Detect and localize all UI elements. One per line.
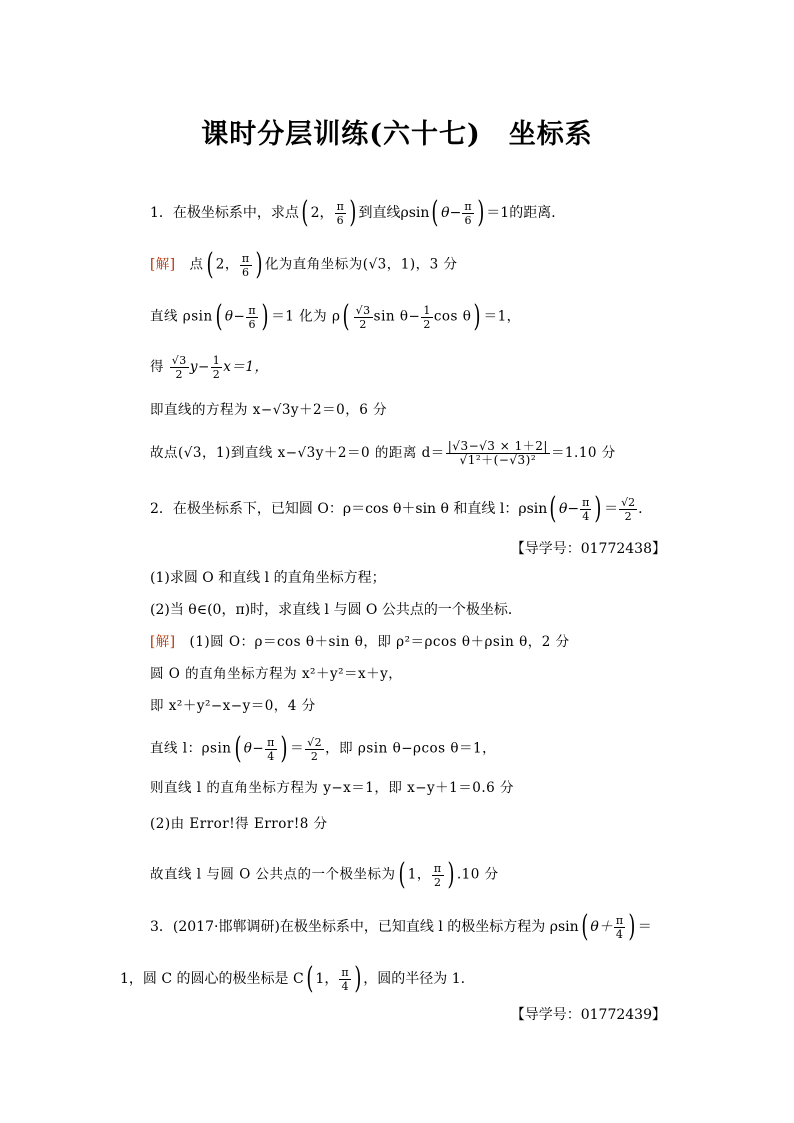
q3-l2b: 1，	[315, 971, 339, 987]
solution-2-line-2: 圆 O 的直角坐标方程为 x²＋y²＝x＋y，	[150, 666, 403, 682]
sol2-l7c: .10 分	[456, 866, 499, 883]
fraction: $\frac{1}{2}$	[212, 354, 221, 381]
fraction: $\frac{√3}{2}$	[171, 354, 187, 381]
fraction: $\frac{|√3-√3 \times 1+2|}{\text{√1²＋(−√3)²}}$	[447, 439, 548, 467]
sol1-text-b: 化为直角坐标为(√3，1)，3 分	[264, 256, 458, 273]
question-2-part-1: (1)求圆 O 和直线 l 的直角坐标方程；	[150, 570, 386, 586]
solution-1-line-1: [解] 点( 2， $\frac{\pi}{6}$ ) 化为直角坐标为(√3，1)，3 分	[150, 247, 458, 282]
question-2: 2．在极坐标系下，已知圆 O：ρ＝cos θ＋sin θ 和直线 l：ρsin( θ− $\frac{\pi}{4}$ ) ＝ $\frac{√2}{2}$ .	[150, 491, 643, 526]
sol1-l3b: y−	[189, 359, 210, 375]
sol1-point: 2，	[215, 256, 239, 273]
fraction: $\frac{\pi}{6}$	[241, 251, 250, 279]
fraction: $\frac{\pi}{4}$	[582, 495, 590, 523]
sol2-l1: (1)圆 O：ρ＝cos θ＋sin θ，即 ρ²＝ρcos θ＋ρsin θ，2 分	[175, 634, 570, 650]
fraction: $\frac{√2}{2}$	[621, 495, 636, 523]
sol2-l4b: ，即 ρsin θ−ρcos θ＝1，	[325, 740, 497, 757]
solution-2-line-5: 则直线 l 的直角坐标方程为 y−x＝1，即 x−y＋1＝0.6 分	[150, 780, 515, 796]
question-3-line-1: 3．(2017·邯郸调研)在极坐标系中，已知直线 l 的极坐标方程为 ρsin( θ＋ $\frac{\pi}{4}$ ) ＝	[150, 909, 652, 944]
sol1-l2d: cos θ	[433, 308, 472, 325]
q1-text-c: ＝1的距离．	[486, 205, 566, 221]
sol1-l2e: ＝1，	[483, 308, 521, 325]
solution-label: [解]	[150, 256, 176, 273]
sol2-l7a: 故直线 l 与圆 O 公共点的一个极坐标为	[150, 866, 396, 883]
sol2-l7b: 1，	[407, 866, 431, 883]
sol1-l5b: ＝1.10 分	[550, 445, 616, 461]
solution-2-line-4: 直线 l：ρsin( θ− $\frac{\pi}{4}$ ) ＝ $\frac{√2}{2}$ ，即 ρsin θ−ρcos θ＝1，	[150, 731, 497, 766]
q1-text: 1．在极坐标系中，求点	[150, 205, 299, 221]
fraction: $\frac{\pi}{2}$	[433, 861, 442, 889]
fraction: $\frac{\pi}{4}$	[615, 913, 624, 941]
q3-text: 3．(2017·邯郸调研)在极坐标系中，已知直线 l 的极坐标方程为 ρsin	[150, 919, 579, 935]
page-title: 课时分层训练(六十七) 坐标系	[201, 119, 593, 150]
q3-l2c: ，圆的半径为 1.	[363, 971, 466, 987]
solution-1-line-5	[150, 440, 616, 467]
theta: θ−	[558, 501, 580, 517]
sol1-l3a: 得	[150, 359, 164, 375]
theta: θ＋	[590, 919, 613, 935]
solution-1-line-3	[150, 354, 268, 381]
fraction: $\frac{\pi}{4}$	[341, 965, 349, 993]
fraction: $\frac{\pi}{6}$	[464, 199, 472, 227]
fraction: $\frac{\pi}{6}$	[336, 199, 344, 227]
question-1: 1．在极坐标系中，求点( 2， $\frac{\pi}{6}$ ) 到直线ρsin( θ− $\frac{\pi}{6}$ ) ＝1的距离．	[150, 195, 566, 230]
solution-1-line-4	[150, 398, 387, 422]
fraction: $\frac{1}{2}$	[423, 303, 431, 331]
sol1-text: 点	[175, 256, 204, 273]
sol1-l2a: 直线 ρsin	[150, 308, 213, 325]
solution-label: [解]	[150, 634, 176, 650]
solution-2-line-1	[150, 630, 570, 654]
solution-2-line-3: 即 x²＋y²−x−y＝0，4 分	[150, 698, 316, 714]
q3-l2a: 1，圆 C 的圆心的极坐标是 C	[120, 971, 304, 987]
solution-2-line-7: 故直线 l 与圆 O 公共点的一个极坐标为( 1， $\frac{\pi}{2}$ ) .10 分	[150, 857, 499, 892]
solution-1-line-2: 直线 ρsin( θ− $\frac{\pi}{6}$ ) ＝1 化为 ρ( $\frac{√3}{2}$ sin θ− $\frac{1}{2}$ cos θ) ＝1，	[150, 299, 521, 334]
sol1-l4: 即直线的方程为 x−√3y＋2＝0，6 分	[150, 402, 388, 418]
reference-number: 【导学号：01772438】	[510, 541, 666, 557]
solution-2-line-6: (2)由 Error!得 Error!8 分	[150, 816, 328, 832]
fraction: $\frac{√3}{2}$	[355, 303, 371, 331]
q2-text: 2．在极坐标系下，已知圆 O：ρ＝cos θ＋sin θ 和直线 l：ρsin	[150, 501, 548, 517]
q1-text-b: 到直线ρsin	[358, 205, 430, 221]
sol1-l3c: x＝1，	[223, 359, 269, 375]
reference-number: 【导学号：01772439】	[510, 1007, 666, 1023]
theta: θ−	[243, 740, 265, 757]
question-3-line-2: 1，圆 C 的圆心的极坐标是 C( 1， $\frac{\pi}{4}$ ) ，圆的半径为 1.	[120, 961, 466, 996]
sol1-l5a: 故点(√3，1)到直线 x−√3y＋2＝0 的距离 d＝	[150, 445, 445, 461]
fraction: $\frac{\pi}{6}$	[248, 303, 257, 331]
q1-theta: θ−	[441, 205, 462, 221]
fraction: $\frac{\pi}{4}$	[267, 735, 275, 763]
theta: θ−	[224, 308, 246, 325]
sol1-l2b: ＝1 化为 ρ	[271, 308, 341, 325]
question-2-part-2: (2)当 θ∈(0，π)时，求直线 l 与圆 O 公共点的一个极坐标．	[150, 602, 522, 618]
sol1-l2c: sin θ−	[373, 308, 421, 325]
sol2-l4a: 直线 l：ρsin	[150, 740, 232, 757]
fraction: $\frac{√2}{2}$	[307, 735, 323, 763]
q1-point: 2，	[310, 205, 334, 221]
q3-eq: ＝	[637, 919, 652, 935]
